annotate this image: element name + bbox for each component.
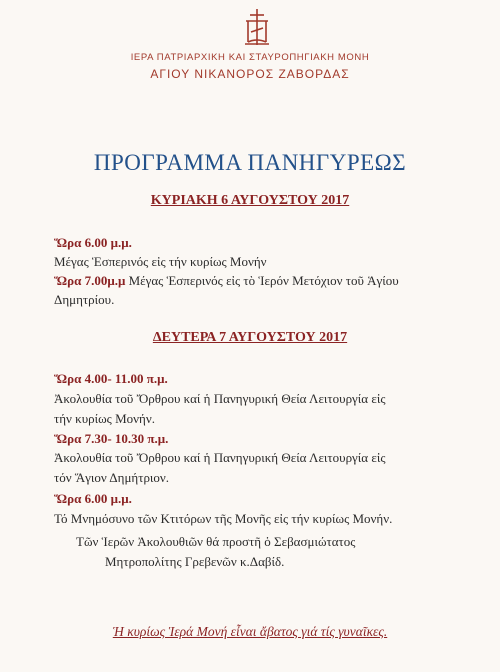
page-title: ΠΡΟΓΡΑΜΜΑ ΠΑΝΗΓΥΡΕΩΣ bbox=[93, 150, 407, 175]
time-label: Ὥρα 6.00 μ.μ. bbox=[54, 235, 132, 250]
monastery-header-line2: ΑΓΙΟΥ ΝΙΚΑΝΟΡΟΣ ΖΑΒΟΡΔΑΣ bbox=[150, 67, 350, 81]
time-label: Ὥρα 4.00- 11.00 π.μ. bbox=[54, 371, 168, 386]
day2-text4b: Μητροπολίτης Γρεβενῶν κ.Δαβίδ. bbox=[105, 554, 285, 569]
day2-time1 bbox=[54, 370, 474, 388]
time-label: Ὥρα 7.00μ.μ bbox=[54, 273, 126, 288]
time-label: Ὥρα 7.30- 10.30 π.μ. bbox=[54, 431, 169, 446]
day2-text2b: τόν Ἅγιον Δημήτριον. bbox=[54, 470, 170, 485]
day2-text1a: Ἀκολουθία τοῦ Ὄρθρου καί ἡ Πανηγυρική Θεία Λειτουργία εἰς bbox=[54, 391, 386, 406]
day1-heading: ΚΥΡΙΑΚΗ 6 ΑΥΓΟΥΣΤΟΥ 2017 bbox=[150, 193, 350, 208]
day2-text2a: Ἀκολουθία τοῦ Ὄρθρου καί ἡ Πανηγυρική Θεία Λειτουργία εἰς bbox=[54, 450, 386, 465]
day2-time3 bbox=[54, 490, 474, 508]
day2-text1b: τήν κυρίως Μονήν. bbox=[54, 411, 155, 426]
day2-heading: ΔΕΥΤΕΡΑ 7 ΑΥΓΟΥΣΤΟΥ 2017 bbox=[152, 330, 348, 345]
day2-text3: Τό Μνημόσυνο τῶν Κτιτόρων τῆς Μονῆς εἰς τήν κυρίως Μονήν. bbox=[54, 511, 393, 526]
entry-text: Μέγας Ἑσπερινός εἰς τὸ Ἱερόν Μετόχιον τοῦ Ἁγίου bbox=[125, 273, 399, 288]
day2-text4a: Τῶν Ἱερῶν Ἀκολουθιῶν θά προστῆ ὁ Σεβασμιώτατος bbox=[76, 534, 356, 549]
women-notice: Ἡ κυρίως Ἱερά Μονή εἶναι ἄβατος γιά τίς γυναῖκες. bbox=[112, 624, 388, 639]
day1-text1: Μέγας Ἑσπερινός εἰς τήν κυρίως Μονήν bbox=[54, 254, 267, 269]
time-label: Ὥρα 6.00 μ.μ. bbox=[54, 491, 132, 506]
day2-time2 bbox=[54, 430, 474, 448]
day1-entry2 bbox=[54, 272, 474, 290]
monastery-header-line1: ΙΕΡΑ ΠΑΤΡΙΑΡΧΙΚΗ ΚΑΙ ΣΤΑΥΡΟΠΗΓΙΑΚΗ ΜΟΝΗ bbox=[130, 52, 370, 63]
day1-text2b: Δημητρίου. bbox=[54, 292, 115, 307]
orthodox-cross-emblem-icon bbox=[242, 8, 272, 46]
day1-time1 bbox=[54, 234, 474, 252]
